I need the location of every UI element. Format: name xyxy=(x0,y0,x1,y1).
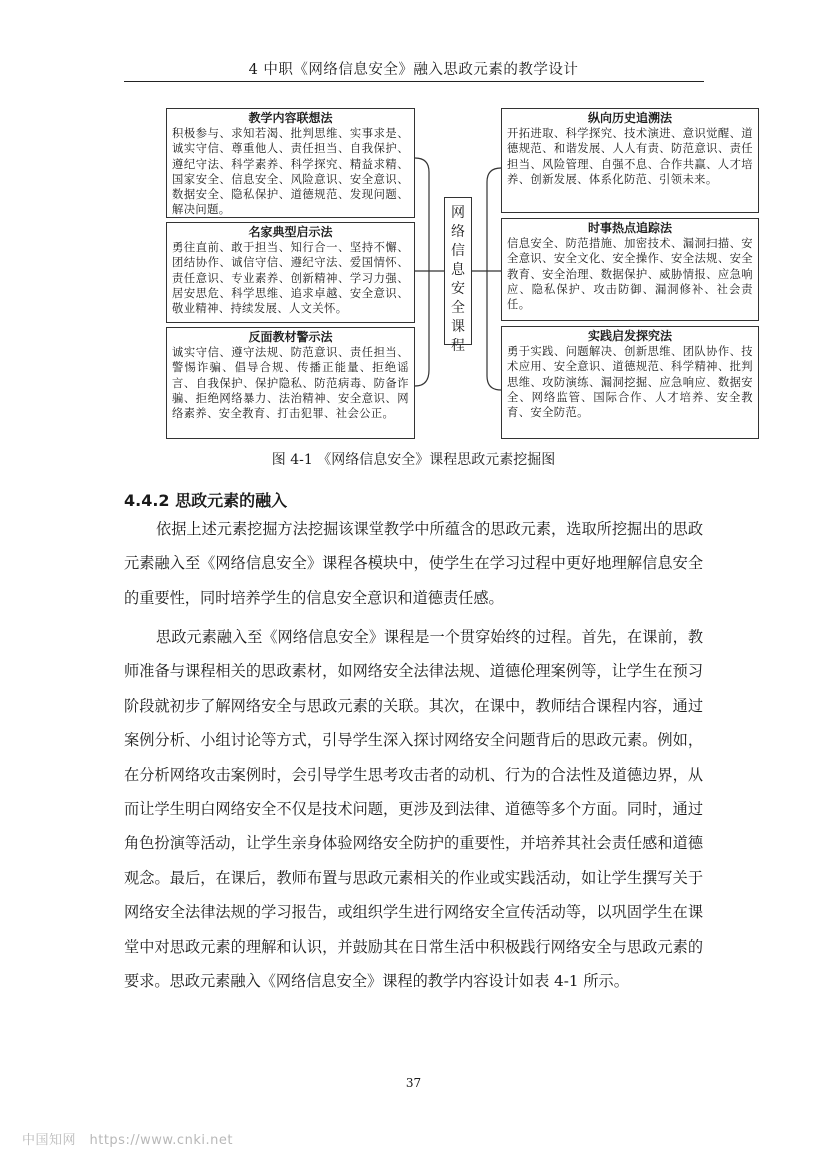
center-course-label: 网络信息安全课程 xyxy=(444,197,472,345)
box-body: 开拓进取、科学探究、技术演进、意识觉醒、道德规范、和谐发展、人人有责、防范意识、责任担当、风险管理、自强不息、合作共赢、人才培养、创新发展、体系化防范、引领未来。 xyxy=(507,127,753,186)
right-brace xyxy=(487,168,501,390)
box-title: 时事热点追踪法 xyxy=(587,221,672,235)
box-body: 勇往直前、敢于担当、知行合一、坚持不懈、团结协作、诚信守信、遵纪守法、爱国情怀、责任意识、专业素养、创新精神、学习力强、居安思危、科学思维、追求卓越、安全意识、敬业精神、持续发展、人文关怀。 xyxy=(172,241,409,316)
figure-caption: 图 4-1 《网络信息安全》课程思政元素挖掘图 xyxy=(271,452,556,468)
box-title: 教学内容联想法 xyxy=(248,111,333,125)
method-box-current-events xyxy=(501,218,759,321)
box-body: 诚实守信、遵守法规、防范意识、责任担当、警惕诈骗、倡导合规、传播正能量、拒绝谣言、自我保护、保护隐私、防范病毒、防备诈骗、拒绝网络暴力、法治精神、安全意识、网络素养、安全教育、打击犯罪、社会公正。 xyxy=(172,346,409,421)
box-body: 勇于实践、问题解决、创新思维、团队协作、技术应用、安全意识、道德规范、科学精神、批判思维、攻防演练、漏洞挖掘、应急响应、数据安全、网络监管、国际合作、人才培养、安全教育、安全防范。 xyxy=(507,345,753,420)
box-title: 名家典型启示法 xyxy=(248,225,333,239)
box-title: 反面教材警示法 xyxy=(248,330,333,344)
header-rule xyxy=(124,81,704,82)
method-box-history-tracing xyxy=(501,108,759,213)
method-box-practice-inquiry xyxy=(501,326,759,439)
section-heading: 4.4.2 思政元素的融入 xyxy=(124,491,288,510)
method-box-expert-inspiration xyxy=(166,222,415,323)
box-title: 实践启发探究法 xyxy=(587,329,672,343)
mind-map-figure xyxy=(166,106,761,444)
box-body: 信息安全、防范措施、加密技术、漏洞扫描、安全意识、安全文化、安全操作、安全法规、安全教育、安全治理、数据保护、威胁情报、应急响应、隐私保护、攻击防御、漏洞修补、社会责任。 xyxy=(507,237,753,312)
page-number: 37 xyxy=(405,1076,422,1090)
cnki-watermark: 中国知网 https://www.cnki.net xyxy=(22,1133,233,1148)
method-box-negative-warning xyxy=(166,327,415,439)
method-box-content-association xyxy=(166,108,415,218)
paragraph-1: 依据上述元素挖掘方法挖掘该课堂教学中所蕴含的思政元素，选取所挖掘出的思政元素融入至《网络信息安全》课程各模块中，使学生在学习过程中更好地理解信息安全的重要性，同时培养学生的信息安全意识和道德责任感。 xyxy=(124,520,703,607)
box-title: 纵向历史追溯法 xyxy=(587,111,672,125)
box-body: 积极参与、求知若渴、批判思维、实事求是、诚实守信、尊重他人、责任担当、自我保护、遵纪守法、科学素养、科学探究、精益求精、国家安全、信息安全、风险意识、安全意识、数据安全、隐私保护、道德规范、发现问题、解决问题。 xyxy=(172,127,409,217)
paragraph-2: 思政元素融入至《网络信息安全》课程是一个贯穿始终的过程。首先，在课前，教师准备与课程相关的思政素材，如网络安全法律法规、道德伦理案例等，让学生在预习阶段就初步了解网络安全与思政元素的关联。其次，在课中，教师结合课程内容，通过案例分析、小组讨论等方式，引导学生深入探讨网络安全问题背后的思政元素。例如，在分析网络攻击案例时，会引导学生思考攻击者的动机、行为的合法性及道德边界，从而让学生明白网络安全不仅是技术问题，更涉及到法律、道德等多个方面。同时，通过角色扮演等活动，让学生亲身体验网络安全防护的重要性，并培养其社会责任感和道德观念。最后，在课后，教师布置与思政元素相关的作业或实践活动，如让学生撰写关于网络安全法律法规的学习报告，或组织学生进行网络安全宣传活动等，以巩固学生在课堂中对思政元素的理解和认识，并鼓励其在日常生活中积极践行网络安全与思政元素的要求。思政元素融入《网络信息安全》课程的教学内容设计如表 4-1 所示。 xyxy=(124,628,703,991)
running-header: 4 中职《网络信息安全》融入思政元素的教学设计 xyxy=(248,62,579,78)
left-brace xyxy=(415,158,429,386)
